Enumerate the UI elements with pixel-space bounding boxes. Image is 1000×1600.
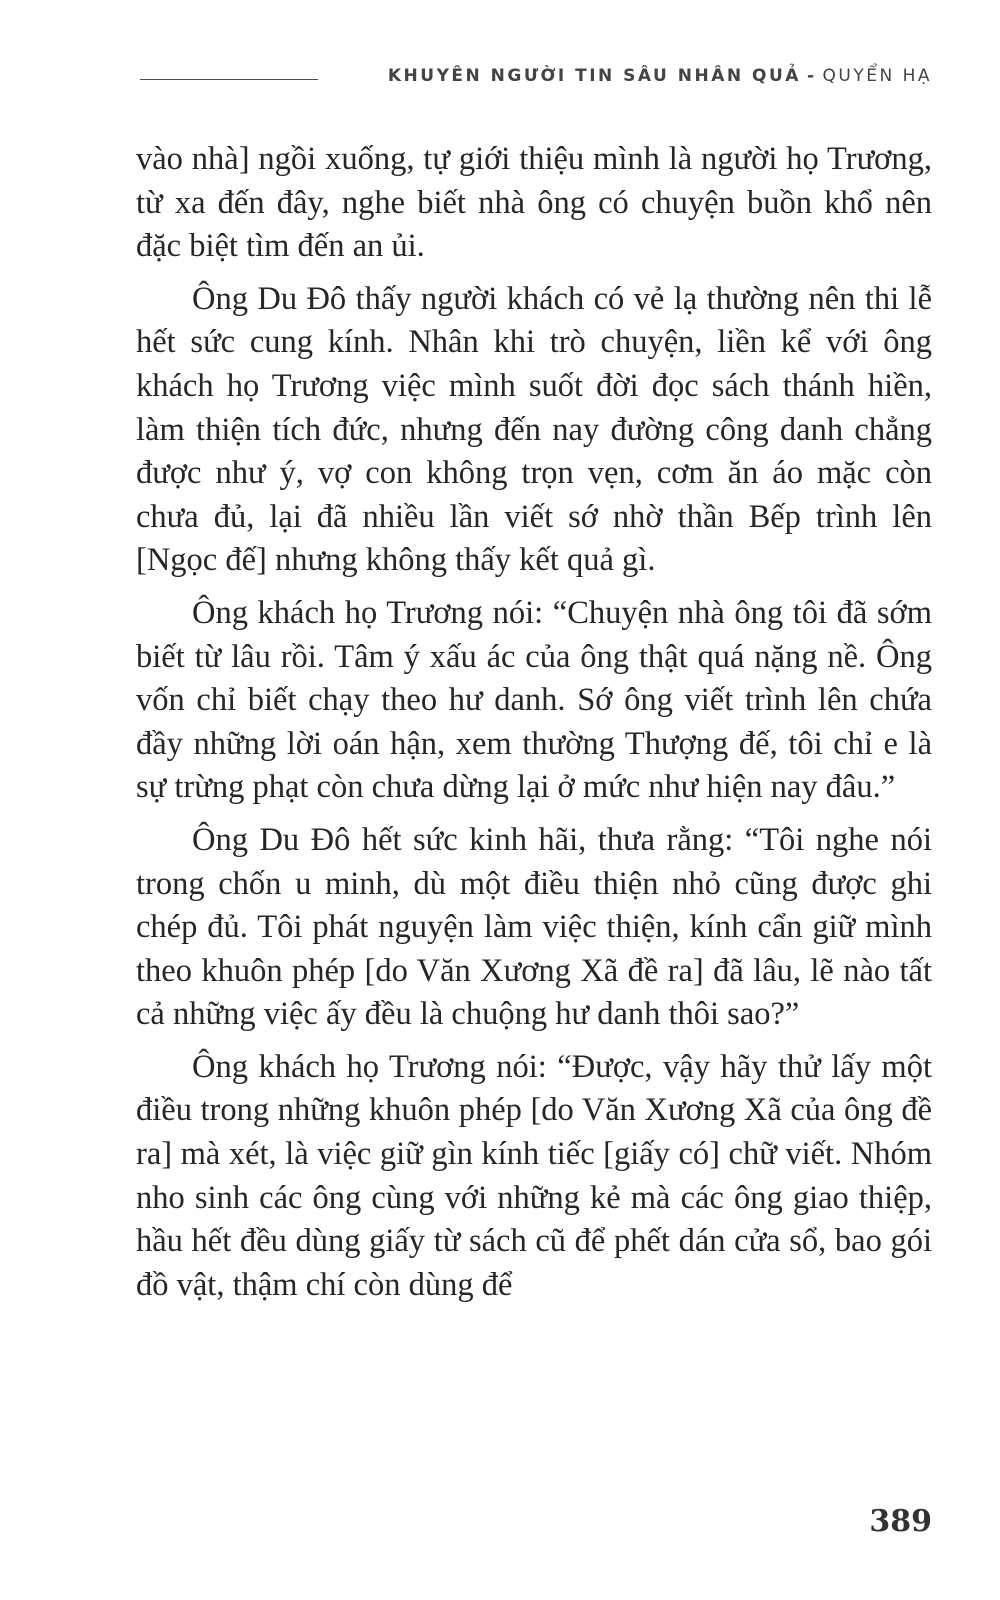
page-body: [136, 138, 932, 1316]
book-title: KHUYÊN NGƯỜI TIN SÂU NHÂN QUẢ: [387, 66, 801, 86]
paragraph-2: Ông Du Đô thấy người khách có vẻ lạ thường nên thi lễ hết sức cung kính. Nhân khi trò chuyện, liền kể với ông khách họ Trương việc mình suốt đời đọc sách thánh hiền, làm thiện tích đức, nhưng đến nay đường công danh chẳng được như ý, vợ con không trọn vẹn, cơm ăn áo mặc còn chưa đủ, lại đã nhiều lần viết sớ nhờ thần Bếp trình lên [Ngọc đế] nhưng không thấy kết quả gì.: [136, 280, 932, 579]
paragraph-5: Ông khách họ Trương nói: “Được, vậy hãy thử lấy một điều trong những khuôn phép [do Văn Xương Xã của ông đề ra] mà xét, là việc giữ gìn kính tiếc [giấy có] chữ viết. Nhóm nho sinh các ông cùng với những kẻ mà các ông giao thiệp, hầu hết đều dùng giấy từ sách cũ để phết dán cửa sổ, bao gói đồ vật, thậm chí còn dùng để: [136, 1048, 932, 1303]
paragraph-3: Ông khách họ Trương nói: “Chuyện nhà ông tôi đã sớm biết từ lâu rồi. Tâm ý xấu ác của ông thật quá nặng nề. Ông vốn chỉ biết chạy theo hư danh. Sớ ông viết trình lên chứa đầy những lời oán hận, xem thường Thượng đế, tôi chỉ e là sự trừng phạt còn chưa dừng lại ở mức như hiện nay đâu.”: [136, 594, 932, 806]
paragraph-1: vào nhà] ngồi xuống, tự giới thiệu mình là người họ Trương, từ xa đến đây, nghe biết nhà ông có chuyện buồn khổ nên đặc biệt tìm đến an ủi.: [136, 141, 932, 265]
header-separator: -: [806, 66, 817, 86]
header-rule: [140, 79, 318, 80]
header-text: [388, 62, 932, 90]
page-number: 389: [869, 1504, 932, 1539]
paragraph-4: Ông Du Đô hết sức kinh hãi, thưa rằng: “Tôi nghe nói trong chốn u minh, dù một điều thiện nhỏ cũng được ghi chép đủ. Tôi phát nguyện làm việc thiện, kính cẩn giữ mình theo khuôn phép [do Văn Xương Xã đề ra] đã lâu, lẽ nào tất cả những việc ấy đều là chuộng hư danh thôi sao?”: [136, 821, 932, 1033]
volume-label: QUYỂN HẠ: [822, 66, 932, 86]
running-header: [140, 62, 932, 90]
